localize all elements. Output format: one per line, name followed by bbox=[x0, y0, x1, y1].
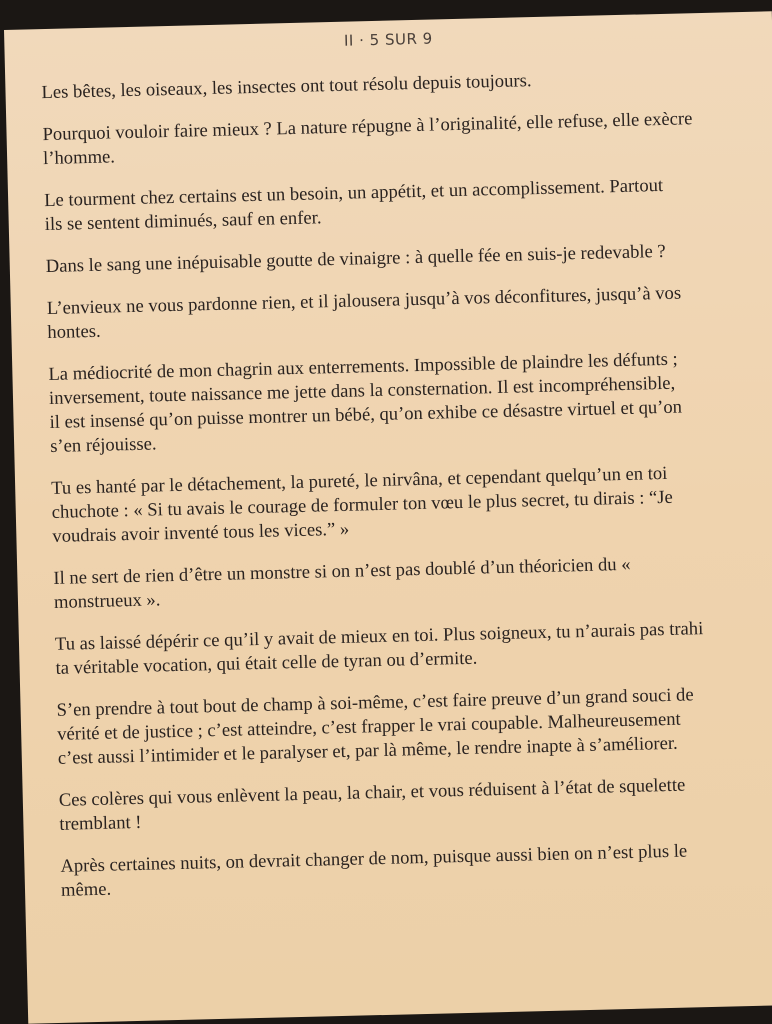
paragraph-3: Le tourment chez certains est un besoin, un appétit, et un accomplissement. Partout ils se sentent diminués, sauf en enfer. bbox=[43, 174, 664, 236]
paragraph-2: Pourquoi vouloir faire mieux ? La nature répugne à l’originalité, elle refuse, elle exècre l’homme. bbox=[42, 108, 693, 170]
paragraph-1: Les bêtes, les oiseaux, les insectes ont tout résolu depuis toujours. bbox=[41, 70, 532, 104]
page-text bbox=[41, 63, 772, 921]
paragraph-8: Il ne sert de rien d’être un monstre si on n’est pas doublé d’un théoricien du « monstrueux ». bbox=[53, 553, 631, 613]
paragraph-12: Après certaines nuits, on devrait changer de nom, puisque aussi bien on n’est plus le même. bbox=[60, 840, 688, 901]
paragraph-6: La médiocrité de mon chagrin aux enterrements. Impossible de plaindre les défunts ; inversement, toute naissance me jette dans la consternation. Il est incompréhensible, il est insensé qu’on puisse montrer un bébé, qu’on exhibe ce désastre virtuel et qu’on s’en réjouisse. bbox=[48, 348, 683, 457]
paragraph-7: Tu es hanté par le détachement, la pureté, le nirvâna, et cependant quelqu’un en toi chuchote : « Si tu avais le courage de formuler ton vœu le plus secret, tu dirais : “Je voudrais avoir inventé tous les vices.” » bbox=[50, 462, 674, 547]
book-page[interactable] bbox=[4, 11, 772, 1023]
paragraph-11: Ces colères qui vous enlèvent la peau, la chair, et vous réduisent à l’état de squelette tremblant ! bbox=[58, 774, 686, 835]
paragraph-9: Tu as laissé dépérir ce qu’il y avait de mieux en toi. Plus soigneux, tu n’aurais pas trahi ta véritable vocation, qui était celle de tyran ou d’ermite. bbox=[54, 618, 704, 679]
paragraph-10: S’en prendre à tout bout de champ à soi-même, c’est faire preuve d’un grand souci de vérité et de justice ; c’est atteindre, c’est frapper le vrai coupable. Malheureusement c’est aussi l’intimider et le paralyser et, par là même, le rendre inapte à s’améliorer. bbox=[56, 684, 694, 769]
paragraph-5: L’envieux ne vous pardonne rien, et il jalousera jusqu’à vos déconfitures, jusqu’à vos hontes. bbox=[46, 282, 682, 344]
page-indicator: II · 5 SUR 9 bbox=[343, 29, 433, 50]
paragraph-4: Dans le sang une inépuisable goutte de vinaigre : à quelle fée en suis-je redevable ? bbox=[45, 240, 666, 278]
